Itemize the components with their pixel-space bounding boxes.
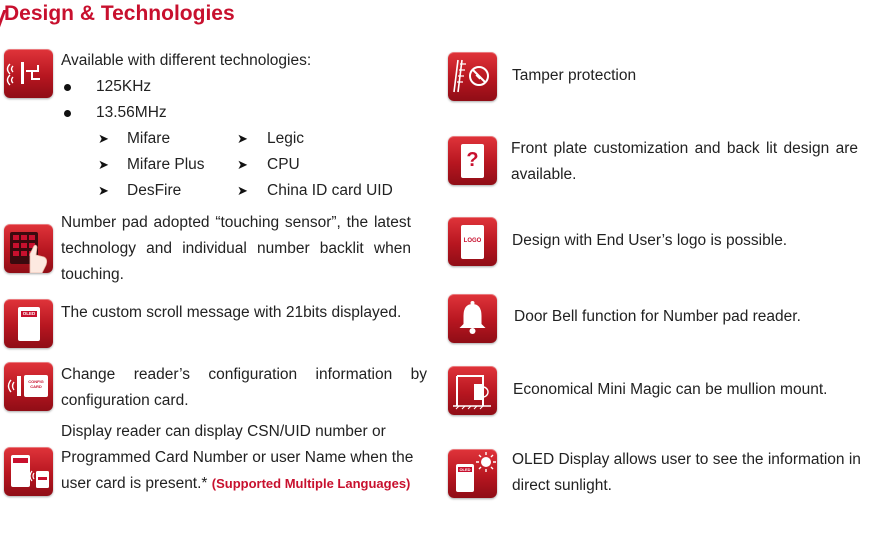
question-mark: ? (466, 149, 479, 171)
rfid-technology-icon (4, 49, 53, 98)
tech-mifare: Mifare (127, 130, 171, 147)
logo-text: Design with End User’s logo is possible. (512, 232, 788, 249)
front-plate-text: Front plate customization and back lit design are available. (511, 140, 858, 183)
arrow-icon: ➤ (98, 131, 109, 146)
tamper-icon (448, 52, 497, 101)
config-card-text: Change reader’s configuration information by configuration card. (61, 366, 427, 409)
arrow-icon: ➤ (237, 183, 248, 198)
door-bell-icon (448, 294, 497, 343)
tamper-text: Tamper protection (512, 67, 637, 84)
number-pad-icon (4, 224, 53, 273)
tech-cpu: CPU (267, 156, 300, 173)
display-reader-icon (4, 447, 53, 496)
front-plate-icon (448, 136, 497, 185)
logo-icon (448, 217, 497, 266)
tech-china-id: China ID card UID (267, 182, 393, 199)
oled-label: OLED (22, 311, 36, 316)
tech-legic: Legic (267, 130, 305, 147)
bullet (64, 84, 71, 91)
oled-sunlight-icon (448, 449, 497, 498)
tech-desfire: DesFire (127, 182, 182, 199)
tech-mifare-plus: Mifare Plus (127, 156, 205, 173)
mullion-text: Economical Mini Magic can be mullion mount. (513, 381, 828, 398)
scroll-message-text: The custom scroll message with 21bits displayed. (61, 304, 402, 321)
arrow-icon: ➤ (98, 183, 109, 198)
arrow-icon: ➤ (98, 157, 109, 172)
page-title: Design & Technologies (4, 2, 235, 25)
bullet (64, 110, 71, 117)
tech-1356mhz: 13.56MHz (96, 104, 167, 121)
oled-sun-label: OLED (459, 467, 471, 472)
arrow-icon: ➤ (237, 157, 248, 172)
tech-125khz: 125KHz (96, 78, 152, 95)
logo-label: LOGO (463, 238, 482, 244)
mullion-mount-icon (448, 366, 497, 415)
oled-sunlight-text: OLED Display allows user to see the information in direct sunlight. (512, 451, 861, 494)
number-pad-text: Number pad adopted “touching sensor”, the latest technology and individual number backlit when touching. (61, 214, 411, 283)
display-reader-desc: Display reader can display CSN/UID number or Programmed Card Number or user Name when the user card is present.* (61, 423, 414, 492)
arrow-icon: ➤ (237, 131, 248, 146)
supported-languages-note: (Supported Multiple Languages) (211, 476, 411, 491)
oled-display-icon (4, 299, 53, 348)
display-reader-text (61, 419, 421, 497)
door-bell-text: Door Bell function for Number pad reader. (514, 308, 801, 325)
config-card-label: CONFIG CARD (28, 379, 44, 389)
config-card-icon (4, 362, 53, 411)
technologies-intro: Available with different technologies: (61, 52, 312, 69)
